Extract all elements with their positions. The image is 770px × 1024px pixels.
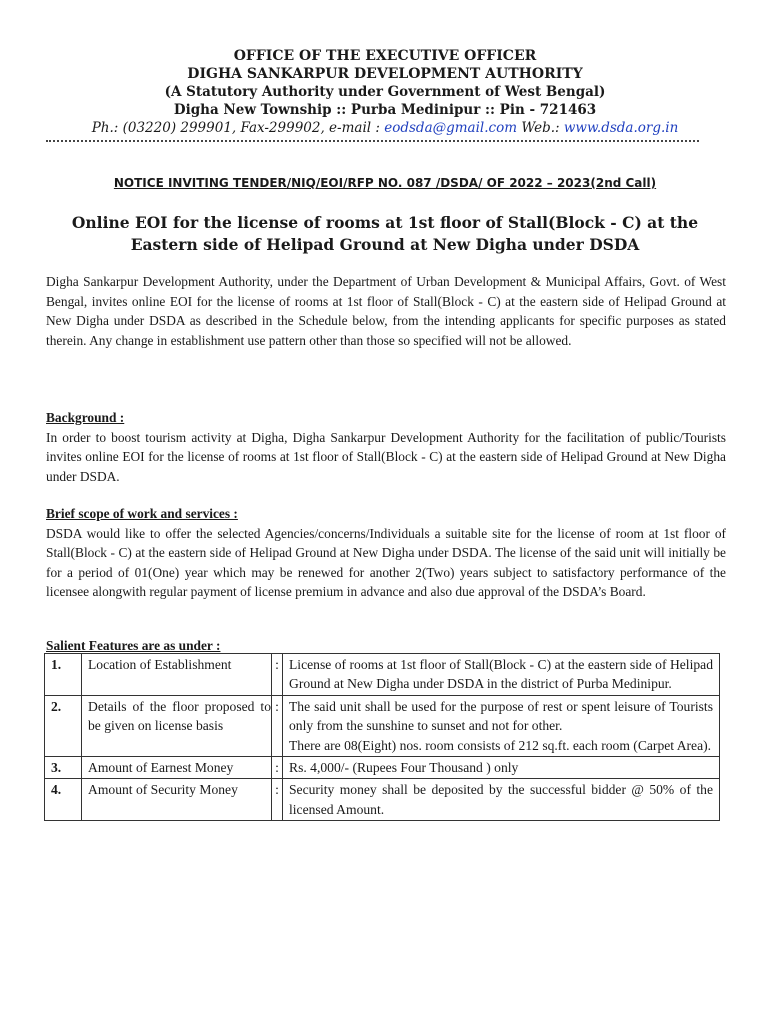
scope-text: DSDA would like to offer the selected Agencies/concerns/Individuals a suitable site for the license of room at 1st floor of Stall(Block - C) at the eastern side of Helipad Ground at New Digha under DSDA. The license of the said unit will initially be for a period of 01(One) year which may be renewed for another 2(Two) years subject to satisfactory performance of the licensee alongwith regular payment of license premium in advance and also due approval of the DSDA’s Board. [46, 525, 726, 600]
table-row [45, 695, 720, 756]
address-line: Digha New Township :: Purba Medinipur :: Pin - 721463 [173, 102, 597, 118]
row-colon: : [272, 779, 283, 821]
row-number: 4. [45, 779, 82, 821]
row-number: 1. [45, 654, 82, 696]
row-number: 2. [45, 695, 82, 756]
contact-line [0, 119, 770, 137]
main-title: Online EOI for the license of rooms at 1st floor of Stall(Block - C) at the Eastern side of Helipad Ground at New Digha under DSDA [71, 213, 699, 254]
row-label: Amount of Security Money [82, 779, 272, 821]
table-row [45, 757, 720, 779]
row-value: The said unit shall be used for the purpose of rest or spent leisure of Tourists only from the sunshine to sunset and not for other. There are 08(Eight) nos. room consists of 212 sq.ft. each room (Carpet Area). [283, 695, 720, 756]
features-table [44, 653, 720, 821]
email-link[interactable]: eodsda@gmail.com [384, 120, 518, 136]
row-label: Amount of Earnest Money [82, 757, 272, 779]
row-colon: : [272, 695, 283, 756]
row-label: Details of the floor proposed to be given on license basis [82, 695, 272, 756]
table-row [45, 654, 720, 696]
background-section [46, 408, 726, 486]
features-heading: Salient Features are as under : [46, 638, 221, 653]
row-value: License of rooms at 1st floor of Stall(Block - C) at the eastern side of Helipad Ground at New Digha under DSDA in the district of Purba Medinipur. [283, 654, 720, 696]
letterhead [0, 47, 770, 137]
row-value: Security money shall be deposited by the successful bidder @ 50% of the licensed Amount. [283, 779, 720, 821]
row-label: Location of Establishment [82, 654, 272, 696]
scope-heading: Brief scope of work and services : [46, 506, 238, 521]
background-heading: Background : [46, 410, 125, 425]
background-text: In order to boost tourism activity at Digha, Digha Sankarpur Development Authority for the facilitation of public/Tourists invites online EOI for the license of rooms at 1st floor of Stall(Block - C) at the eastern side of Helipad Ground at New Digha under DSDA. [46, 429, 726, 484]
row-number: 3. [45, 757, 82, 779]
contact-phone-fax: Ph.: (03220) 299901, Fax-299902, e-mail : [91, 120, 385, 136]
row-colon: : [272, 757, 283, 779]
office-title: OFFICE OF THE EXECUTIVE OFFICER [233, 48, 537, 64]
header-divider [46, 140, 699, 142]
row-value: Rs. 4,000/- (Rupees Four Thousand ) only [283, 757, 720, 779]
scope-section [46, 504, 726, 602]
authority-name: DIGHA SANKARPUR DEVELOPMENT AUTHORITY [187, 66, 583, 82]
website-link[interactable]: www.dsda.org.in [563, 120, 679, 136]
row-colon: : [272, 654, 283, 696]
authority-subtitle: (A Statutory Authority under Government of West Bengal) [164, 84, 606, 100]
table-row [45, 779, 720, 821]
intro-paragraph: Digha Sankarpur Development Authority, under the Department of Urban Development & Municipal Affairs, Govt. of West Bengal, invites online EOI for the license of rooms at 1st floor of Stall(Block - C) at the eastern side of Helipad Ground at New Digha under DSDA as described in the Schedule below, from the intending applicants for specific purposes as stated therein. Any change in establishment use pattern other than those so specified will not be allowed. [46, 274, 726, 348]
notice-title: NOTICE INVITING TENDER/NIQ/EOI/RFP NO. 087 /DSDA/ OF 2022 – 2023(2nd Call) [113, 176, 657, 190]
web-prefix: Web.: [517, 120, 564, 136]
